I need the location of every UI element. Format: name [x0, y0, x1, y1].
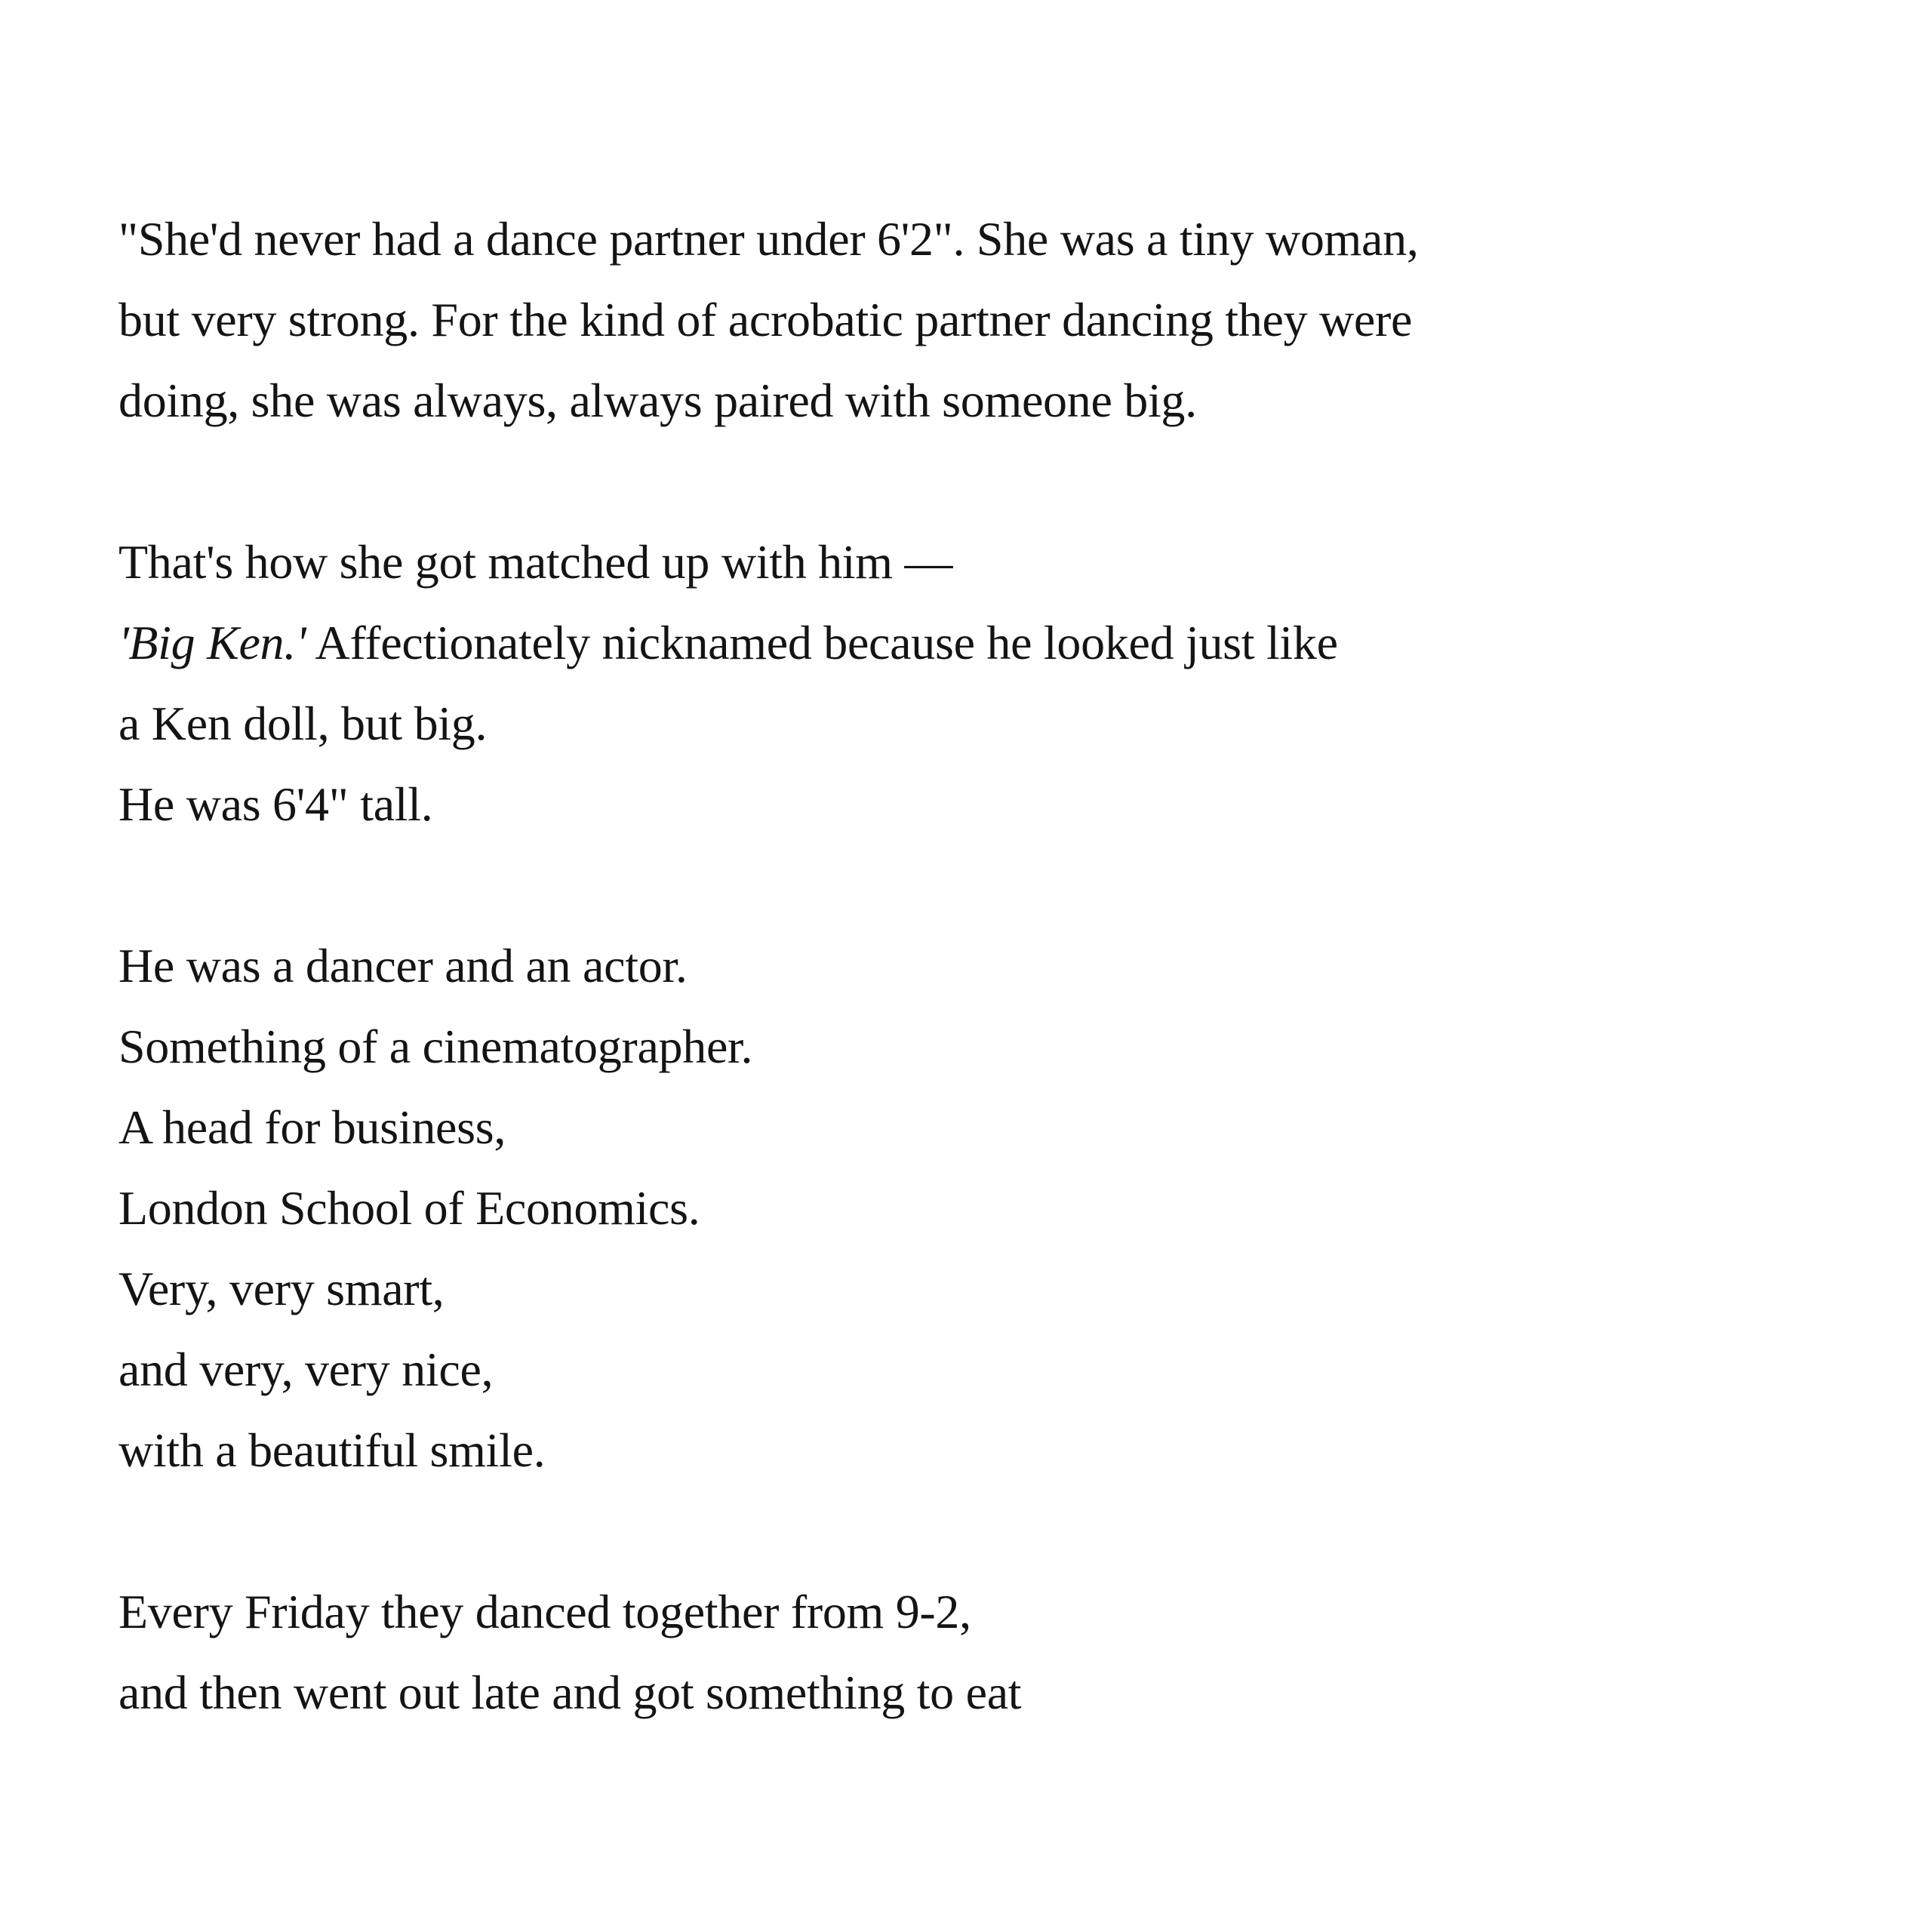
poem-line: with a beautiful smile.: [118, 1423, 546, 1477]
poem-text: [118, 198, 1598, 1733]
paragraph-3: [118, 925, 1598, 1491]
poem-line: Very, very smart,: [118, 1262, 445, 1315]
poem-line: That's how she got matched up with him —: [118, 535, 953, 589]
poem-line: He was 6'4" tall.: [118, 777, 433, 831]
poem-line: but very strong. For the kind of acrobatic partner dancing they were: [118, 293, 1413, 346]
poem-line: Every Friday they danced together from 9-2,: [118, 1585, 971, 1638]
poem-line: and very, very nice,: [118, 1343, 494, 1396]
poem-line: A head for business,: [118, 1100, 506, 1154]
poem-line: "She'd never had a dance partner under 6'2". She was a tiny woman,: [118, 212, 1419, 266]
poem-line: He was a dancer and an actor.: [118, 939, 688, 992]
paragraph-2: [118, 521, 1598, 844]
poem-line: [118, 602, 1598, 683]
poem-line: and then went out late and got something to eat: [118, 1666, 1022, 1719]
poem-line-rest: Affectionately nicknamed because he looked just like: [306, 616, 1338, 669]
poem-line: London School of Economics.: [118, 1181, 700, 1235]
poem-line: a Ken doll, but big.: [118, 697, 488, 750]
poem-line-italic-phrase: 'Big Ken.': [118, 616, 306, 669]
paragraph-1: [118, 198, 1598, 441]
paragraph-4: [118, 1571, 1598, 1733]
poem-line: Something of a cinematographer.: [118, 1020, 753, 1073]
poem-line: doing, she was always, always paired with someone big.: [118, 374, 1197, 427]
